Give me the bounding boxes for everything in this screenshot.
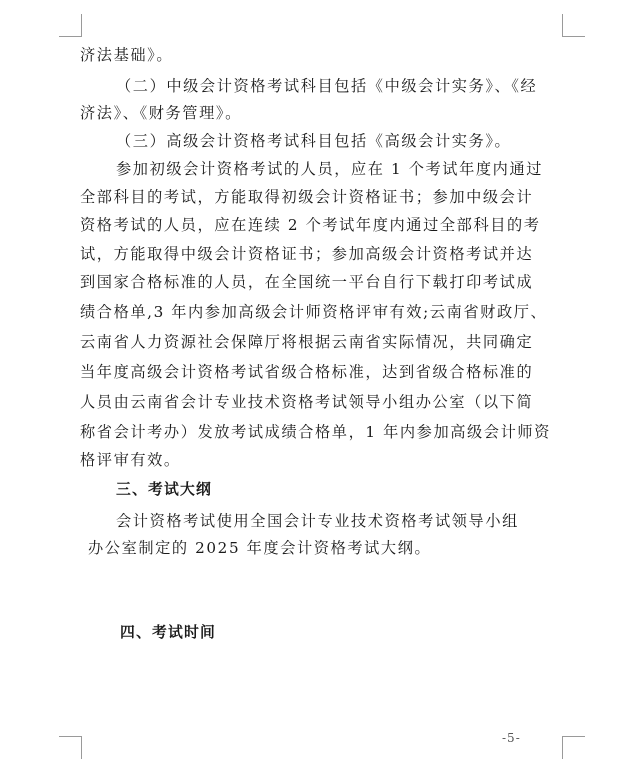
- crop-mark-bottom-right: [562, 736, 585, 759]
- body-line: （二）中级会计资格考试科目包括《中级会计实务》、《经: [116, 77, 538, 95]
- body-line: 会计资格考试使用全国会计专业技术资格考试领导小组: [116, 512, 519, 530]
- crop-mark-top-right: [562, 14, 585, 37]
- body-line: 全部科目的考试，方能取得初级会计资格证书；参加中级会计: [80, 188, 534, 206]
- section-heading-outline: 三、考试大纲: [116, 481, 212, 498]
- body-line: 称省会计考办）发放考试成绩合格单，1 年内参加高级会计师资: [80, 423, 551, 441]
- body-line: 云南省人力资源社会保障厅将根据云南省实际情况，共同确定: [80, 333, 534, 351]
- crop-mark-top-left: [59, 14, 82, 37]
- body-line: 办公室制定的 2025 年度会计资格考试大纲。: [88, 539, 432, 557]
- body-line: 格评审有效。: [80, 451, 181, 469]
- crop-mark-bottom-left: [59, 736, 82, 759]
- body-line: 绩合格单,3 年内参加高级会计师资格评审有效;云南省财政厅、: [80, 303, 548, 321]
- body-line: 人员由云南省会计专业技术资格考试领导小组办公室（以下简: [80, 393, 534, 411]
- page-number: -5-: [502, 731, 521, 745]
- body-line: （三）高级会计资格考试科目包括《高级会计实务》。: [116, 132, 512, 150]
- section-heading-exam-time: 四、考试时间: [120, 624, 216, 641]
- body-line: 资格考试的人员，应在连续 2 个考试年度内通过全部科目的考: [80, 216, 541, 234]
- body-line: 试，方能取得中级会计资格证书；参加高级会计资格考试并达: [80, 245, 534, 263]
- body-line: 到国家合格标准的人员，在全国统一平台自行下载打印考试成: [80, 273, 534, 291]
- body-line: 济法》、《财务管理》。: [80, 104, 242, 122]
- body-line: 济法基础》。: [80, 46, 174, 64]
- body-line: 当年度高级会计资格考试省级合格标准，达到省级合格标准的: [80, 363, 534, 381]
- body-line: 参加初级会计资格考试的人员，应在 1 个考试年度内通过: [116, 160, 544, 178]
